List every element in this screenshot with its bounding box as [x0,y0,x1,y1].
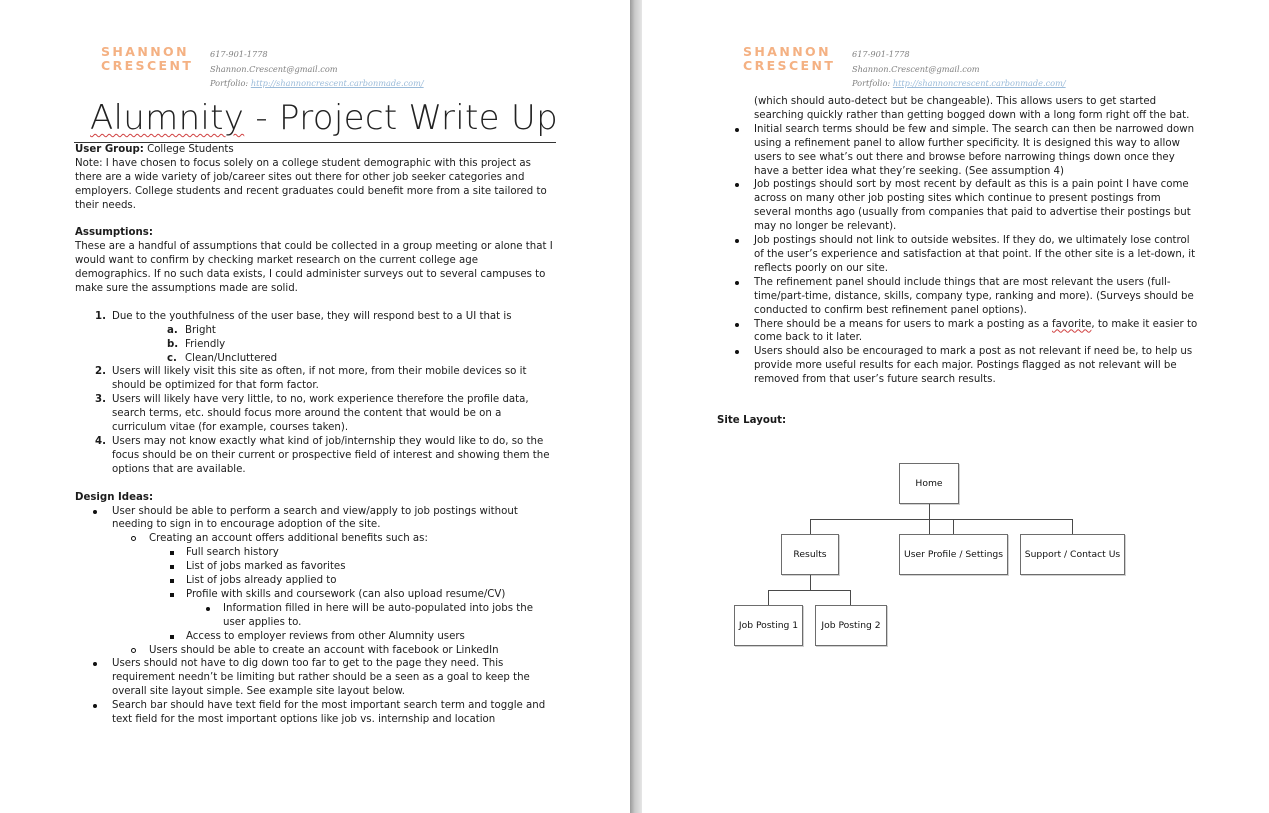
contact-phone: 617-901-1778 [852,49,910,59]
right-bullet-item: Job postings should sort by most recent by default as this is a pain point I have come across on many other job posting sites which continue to present postings from several months ago (usually from companies that paid to advertise their postings but may no longer be relevant). [717,178,1199,234]
assumption-item: 3. Users will likely have very little, to no, work experience therefore the profile data, search terms, etc. should focus more around the content that would be on a curriculum vitae (for example, courses taken). [95,394,529,434]
benefit-item: Access to employer reviews from other Alumnity users [75,630,555,644]
node-home: Home [899,463,959,504]
contact-portfolio [210,76,424,91]
connector [810,519,811,534]
design-ideas-heading: Design Ideas: [75,491,154,503]
site-layout-heading: Site Layout: [717,415,787,426]
portfolio-link[interactable]: http://shannoncrescent.carbonmade.com/ [250,78,424,88]
connector [850,590,851,605]
benefit-item: Profile with skills and coursework (can also upload resume/CV) [75,588,555,602]
design-idea-item: Search bar should have text field for the most important search term and toggle and text field for the most important options like job vs. internship and location [75,699,555,727]
contact-block [210,47,424,91]
connector [953,519,954,534]
assumption-subitem: c. Clean/Uncluttered [167,352,278,364]
benefits-list [75,546,555,602]
favorite-word: favorite [1052,318,1092,330]
design-idea-item: User should be able to perform a search and view/apply to job postings without needing to sign in to encourage adoption of the site. [75,505,555,533]
connector [1072,519,1073,534]
profile-note-list [75,602,555,630]
continuation-text: (which should auto-detect but be changeable). This allows users to get started searching quickly rather than getting bogged down with a long form right off the bat. [754,96,1190,121]
profile-note-item: Information filled in here will be auto-populated into jobs the user applies to. [75,602,555,630]
benefits-list-cont [75,630,555,644]
connector [929,519,930,534]
assumption-item: 2. Users will likely visit this site as often, if not more, from their mobile devices so it should be optimized for that form factor. [95,366,527,392]
assumption-subitem: a. Bright [167,324,216,336]
design-subidea-item: Users should be able to create an account with facebook or LinkedIn [75,644,555,658]
user-group-line [75,143,555,157]
document-title [90,96,558,140]
design-idea-item: Users should not have to dig down too far to get to the page they need. This requirement needn’t be limiting but rather should be a seen as a goal to keep the overall site layout simple. See example site layout below. [75,657,555,699]
right-bullet-item: There should be a means for users to mark a posting as a favorite, to make it easier to come back to it later. [717,318,1199,346]
contact-portfolio [852,76,1066,91]
assumption-item: 1. Due to the youthfulness of the user base, they will respond best to a UI that is a. Bright b. Friendly c. Clean/Uncluttered [75,310,555,366]
title-suffix: - Project Write Up [244,98,558,138]
connector [929,504,930,519]
assumption-subitem: b. Friendly [167,338,226,350]
right-body-text [754,95,1199,387]
benefit-item: List of jobs already applied to [75,574,555,588]
user-group-note: Note: I have chosen to focus solely on a college student demographic with this project as there are a wide variety of job/career sites out there for other job seeker categories and employers. College students and recent graduates could benefit more from a site tailored to their needs. [75,157,547,211]
design-ideas-list-cont [75,657,555,727]
assumptions-intro: These are a handful of assumptions that could be collected in a group meeting or alone that I would want to confirm by checking market research on the current college age demographics. If no such data exists, I could administer surveys out to several campuses to make sure the assumptions made are solid. [75,241,553,295]
design-subideas-list-cont [75,644,555,658]
left-body-text [75,143,555,727]
node-support: Support / Contact Us [1020,534,1125,575]
benefit-item: List of jobs marked as favorites [75,560,555,574]
portfolio-label: Portfolio: [210,78,249,88]
page-gutter [630,0,642,813]
document-page-left [0,0,630,813]
brand-logo [743,45,835,73]
user-group-value: College Students [147,144,234,155]
connector [810,519,1072,520]
brand-line2: CRESCENT [101,58,194,73]
assumption-sublist [112,324,555,366]
user-group-label: User Group: [75,144,144,155]
connector [810,575,811,590]
right-bullet-item: The refinement panel should include things that are most relevant the users (full-time/part-time, distance, skills, company type, ranking and more). (Surveys should be conducted to confirm best refinement panel options). [717,276,1199,318]
benefit-item: Full search history [75,546,555,560]
node-user-profile: User Profile / Settings [899,534,1008,575]
assumptions-heading: Assumptions: [75,227,153,239]
title-product-name: Alumnity [90,98,245,138]
right-bullet-item: Initial search terms should be few and simple. The search can then be narrowed down using a refinement panel to allow further specificity. It is designed this way to allow users to see what’s out there and browse before narrowing things down once they have a better idea what they’re seeking. (See assumption 4) [717,123,1199,179]
design-subidea-item: Creating an account offers additional benefits such as: [75,532,555,546]
design-subideas-list [75,532,555,546]
connector [768,590,851,591]
contact-email: Shannon.Crescent@gmail.com [852,63,980,74]
connector [768,590,769,605]
design-ideas-list [75,505,555,533]
brand-line1: SHANNON [743,44,831,59]
document-page-right [642,0,1269,813]
node-results: Results [781,534,839,575]
right-bullet-list [717,123,1199,387]
contact-phone: 617-901-1778 [210,49,268,59]
right-bullet-item: Users should also be encouraged to mark a post as not relevant if need be, to help us provide more useful results for each major. Postings flagged as not relevant will be removed from that user’s future search results. [717,345,1199,387]
contact-email: Shannon.Crescent@gmail.com [210,63,338,74]
node-job-posting-2: Job Posting 2 [815,605,887,646]
portfolio-link[interactable]: http://shannoncrescent.carbonmade.com/ [892,78,1066,88]
assumption-item: 4. Users may not know exactly what kind of job/internship they would like to do, so the focus should be on their current or prospective field of interest and showing them the options that are available. [95,436,550,475]
right-bullet-item: Job postings should not link to outside websites. If they do, we ultimately lose control of the user’s experience and satisfaction at that point. If the other site is a let-down, it reflects poorly on our site. [717,234,1199,276]
assumptions-list [75,310,555,477]
brand-line2: CRESCENT [743,58,836,73]
node-job-posting-1: Job Posting 1 [734,605,803,646]
brand-logo [101,45,193,73]
portfolio-label: Portfolio: [852,78,891,88]
contact-block [852,47,1066,91]
brand-line1: SHANNON [101,44,189,59]
